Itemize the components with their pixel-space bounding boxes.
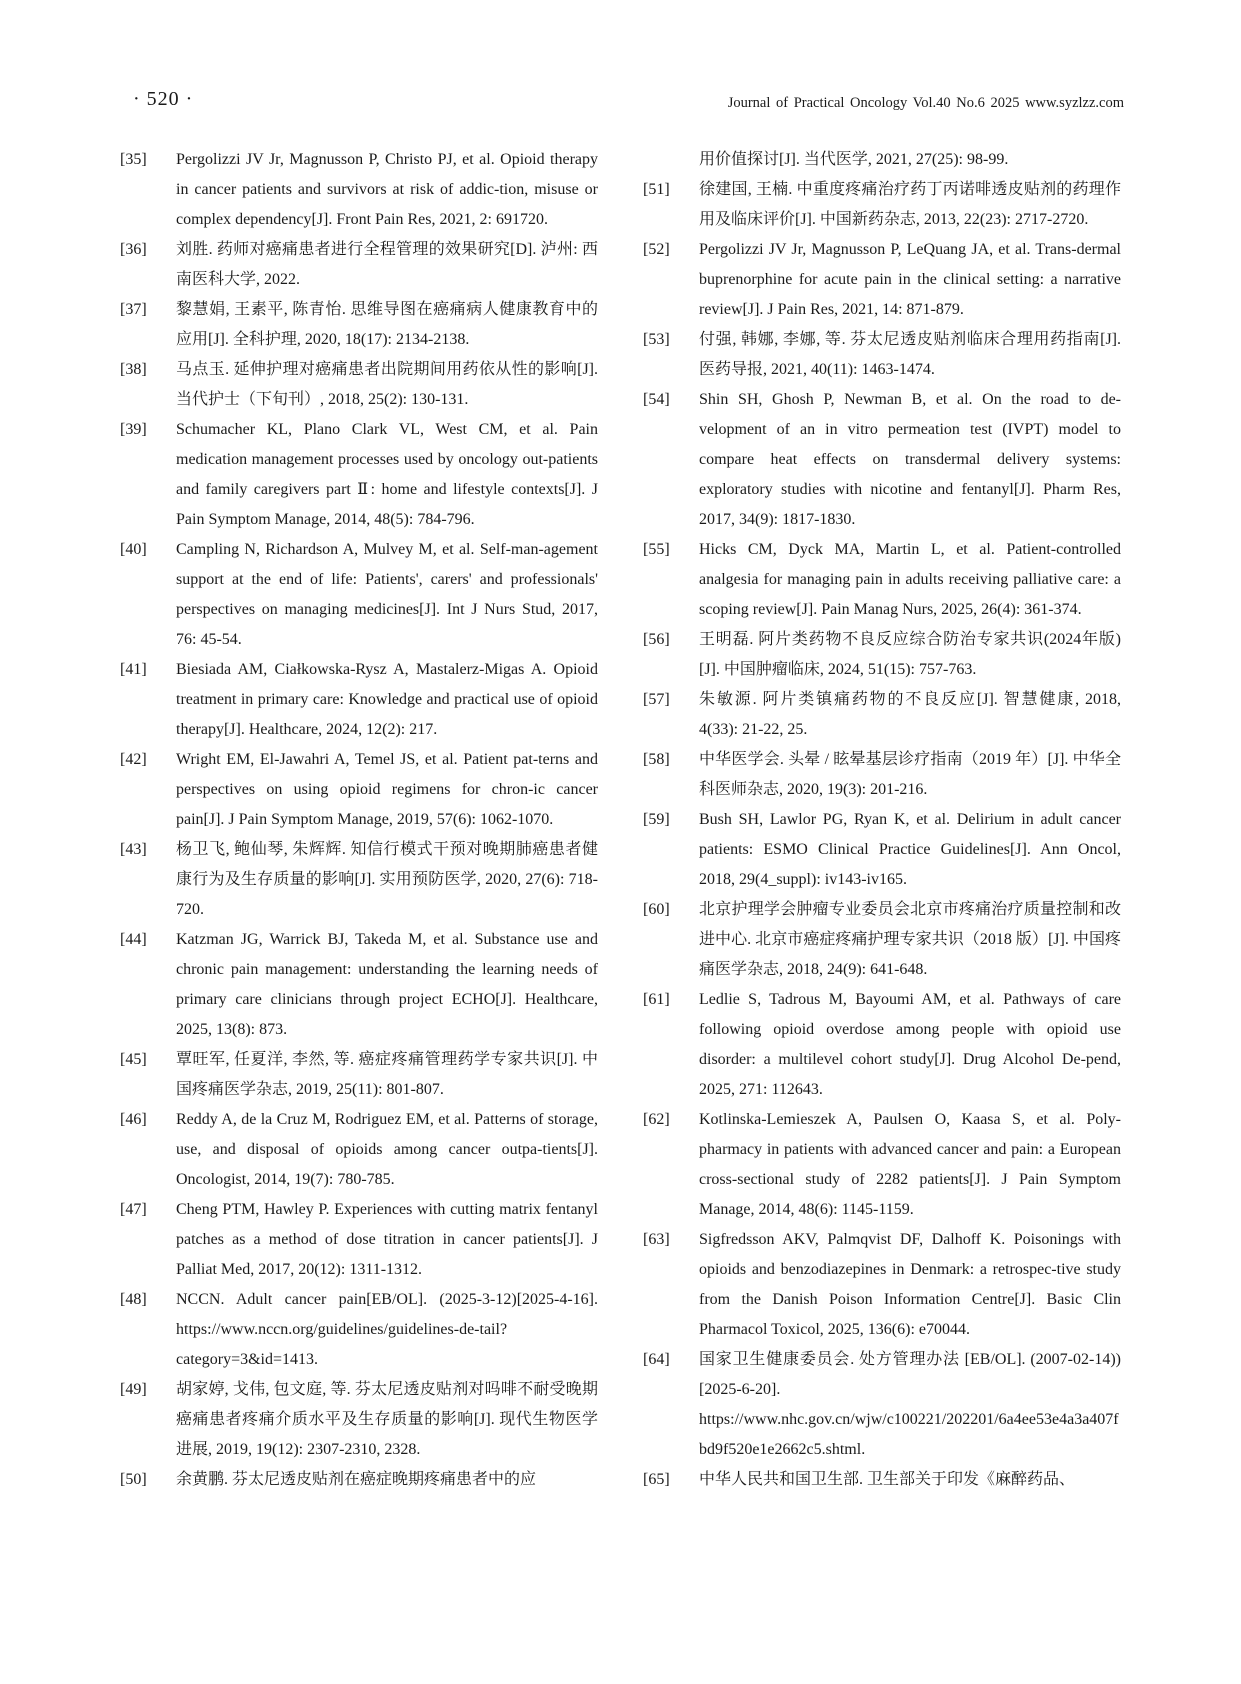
reference-entry bbox=[643, 325, 1121, 385]
reference-number: [58] bbox=[643, 751, 670, 768]
reference-number: [65] bbox=[643, 1471, 670, 1488]
reference-text: Campling N, Richardson A, Mulvey M, et al. Self-man-agement support at the end of life: Patients', carers' and professionals' perspectives on managing medicines[J]. Int J Nurs Stud, 2017, 76: 45-54. bbox=[176, 541, 598, 648]
reference-number: [50] bbox=[120, 1471, 147, 1488]
references-right-column bbox=[643, 145, 1121, 1495]
reference-number: [35] bbox=[120, 151, 147, 168]
reference-text: Schumacher KL, Plano Clark VL, West CM, et al. Pain medication management processes used by oncology out-patients and family caregivers part Ⅱ: home and lifestyle contexts[J]. J Pain Symptom Manage, 2014, 48(5): 784-796. bbox=[176, 421, 598, 528]
reference-text: Pergolizzi JV Jr, Magnusson P, LeQuang JA, et al. Trans-dermal buprenorphine for acute pain in the clinical setting: a narrative review[J]. J Pain Res, 2021, 14: 871-879. bbox=[699, 241, 1121, 318]
reference-entry bbox=[643, 175, 1121, 235]
reference-text: Sigfredsson AKV, Palmqvist DF, Dalhoff K. Poisonings with opioids and benzodiazepines in Denmark: a retrospec-tive study from the Danish Poison Information Centre[J]. Basic Clin Pharmacol Toxicol, 2025, 136(6): e70044. bbox=[699, 1231, 1121, 1338]
reference-text: Wright EM, El-Jawahri A, Temel JS, et al. Patient pat-terns and perspectives on using opioid regimens for chron-ic cancer pain[J]. J Pain Symptom Manage, 2019, 57(6): 1062-1070. bbox=[176, 751, 598, 828]
reference-text: Ledlie S, Tadrous M, Bayoumi AM, et al. Pathways of care following opioid overdose among people with opioid use disorder: a multilevel cohort study[J]. Drug Alcohol De-pend, 2025, 271: 112643. bbox=[699, 991, 1121, 1098]
reference-number: [56] bbox=[643, 631, 670, 648]
reference-number: [61] bbox=[643, 991, 670, 1008]
reference-number: [43] bbox=[120, 841, 147, 858]
reference-entry bbox=[120, 1285, 598, 1375]
reference-number: [64] bbox=[643, 1351, 670, 1368]
reference-number: [52] bbox=[643, 241, 670, 258]
reference-number: [47] bbox=[120, 1201, 147, 1218]
reference-entry bbox=[643, 985, 1121, 1105]
reference-entry bbox=[120, 415, 598, 535]
reference-entry bbox=[643, 805, 1121, 895]
reference-entry bbox=[120, 925, 598, 1045]
reference-text: 王明磊. 阿片类药物不良反应综合防治专家共识(2024年版)[J]. 中国肿瘤临床, 2024, 51(15): 757-763. bbox=[699, 631, 1121, 678]
reference-text: 刘胜. 药师对癌痛患者进行全程管理的效果研究[D]. 泸州: 西南医科大学, 2022. bbox=[176, 241, 598, 288]
reference-text: 用价值探讨[J]. 当代医学, 2021, 27(25): 98-99. bbox=[699, 151, 1009, 168]
reference-text: Biesiada AM, Ciałkowska-Rysz A, Mastalerz-Migas A. Opioid treatment in primary care: Knowledge and practical use of opioid therapy[J]. Healthcare, 2024, 12(2): 217. bbox=[176, 661, 598, 738]
reference-entry bbox=[120, 1045, 598, 1105]
reference-entry bbox=[120, 1375, 598, 1465]
reference-text: 杨卫飞, 鲍仙琴, 朱辉辉. 知信行模式干预对晚期肺癌患者健康行为及生存质量的影响[J]. 实用预防医学, 2020, 27(6): 718-720. bbox=[176, 841, 598, 918]
reference-text: Shin SH, Ghosh P, Newman B, et al. On the road to de-velopment of an in vitro permeation test (IVPT) model to compare heat effects on transdermal delivery systems: exploratory studies with nicotine and fentanyl[J]. Pharm Res, 2017, 34(9): 1817-1830. bbox=[699, 391, 1121, 528]
reference-entry bbox=[643, 1225, 1121, 1345]
reference-number: [38] bbox=[120, 361, 147, 378]
reference-number: [49] bbox=[120, 1381, 147, 1398]
reference-number: [60] bbox=[643, 901, 670, 918]
reference-text: 余黄鹏. 芬太尼透皮贴剂在癌症晚期疼痛患者中的应 bbox=[176, 1471, 537, 1488]
reference-number: [63] bbox=[643, 1231, 670, 1248]
reference-entry bbox=[120, 835, 598, 925]
reference-entry bbox=[120, 655, 598, 745]
reference-text: Reddy A, de la Cruz M, Rodriguez EM, et al. Patterns of storage, use, and disposal of opioids among cancer outpa-tients[J]. Oncologist, 2014, 19(7): 780-785. bbox=[176, 1111, 598, 1188]
reference-text: 胡家婷, 戈伟, 包文庭, 等. 芬太尼透皮贴剂对吗啡不耐受晚期癌痛患者疼痛介质水平及生存质量的影响[J]. 现代生物医学进展, 2019, 19(12): 2307-2310, 2328. bbox=[176, 1381, 598, 1458]
reference-number: [57] bbox=[643, 691, 670, 708]
reference-entry bbox=[643, 895, 1121, 985]
reference-entry bbox=[120, 1465, 598, 1495]
reference-entry bbox=[643, 1105, 1121, 1225]
page-number: · 520 · bbox=[133, 88, 194, 110]
reference-entry bbox=[643, 235, 1121, 325]
reference-entry bbox=[643, 385, 1121, 535]
reference-number: [41] bbox=[120, 661, 147, 678]
reference-entry bbox=[120, 1195, 598, 1285]
reference-entry bbox=[120, 1105, 598, 1195]
reference-entry bbox=[120, 535, 598, 655]
reference-text: 黎慧娟, 王素平, 陈青怡. 思维导图在癌痛病人健康教育中的应用[J]. 全科护理, 2020, 18(17): 2134-2138. bbox=[176, 301, 598, 348]
reference-entry bbox=[643, 1465, 1121, 1495]
reference-entry bbox=[643, 685, 1121, 745]
reference-number: [59] bbox=[643, 811, 670, 828]
reference-entry bbox=[120, 235, 598, 295]
reference-text: Pergolizzi JV Jr, Magnusson P, Christo PJ, et al. Opioid therapy in cancer patients and survivors at risk of addic-tion, misuse or complex dependency[J]. Front Pain Res, 2021, 2: 691720. bbox=[176, 151, 598, 228]
reference-entry bbox=[643, 625, 1121, 685]
reference-text: Katzman JG, Warrick BJ, Takeda M, et al. Substance use and chronic pain management: understanding the learning needs of primary care clinicians through project ECHO[J]. Healthcare, 2025, 13(8): 873. bbox=[176, 931, 598, 1038]
reference-text: 覃旺军, 任夏洋, 李然, 等. 癌症疼痛管理药学专家共识[J]. 中国疼痛医学杂志, 2019, 25(11): 801-807. bbox=[176, 1051, 598, 1098]
reference-entry bbox=[120, 355, 598, 415]
reference-number: [54] bbox=[643, 391, 670, 408]
reference-number: [55] bbox=[643, 541, 670, 558]
reference-number: [42] bbox=[120, 751, 147, 768]
reference-number: [51] bbox=[643, 181, 670, 198]
journal-running-header: Journal of Practical Oncology Vol.40 No.6 2025 www.syzlzz.com bbox=[727, 95, 1124, 111]
reference-number: [44] bbox=[120, 931, 147, 948]
reference-number: [45] bbox=[120, 1051, 147, 1068]
reference-number: [39] bbox=[120, 421, 147, 438]
reference-text: 马点玉. 延伸护理对癌痛患者出院期间用药依从性的影响[J]. 当代护士（下旬刊）, 2018, 25(2): 130-131. bbox=[176, 361, 598, 408]
reference-number: [46] bbox=[120, 1111, 147, 1128]
reference-number: [62] bbox=[643, 1111, 670, 1128]
reference-number: [36] bbox=[120, 241, 147, 258]
reference-entry bbox=[120, 745, 598, 835]
reference-entry bbox=[120, 145, 598, 235]
reference-entry bbox=[643, 745, 1121, 805]
references-left-column bbox=[120, 145, 598, 1495]
reference-text: NCCN. Adult cancer pain[EB/OL]. (2025-3-12)[2025-4-16]. https://www.nccn.org/guidelines/guidelines-de-tail?category=3&id=1413. bbox=[176, 1291, 598, 1368]
reference-text: Kotlinska-Lemieszek A, Paulsen O, Kaasa S, et al. Poly-pharmacy in patients with advanced cancer and pain: a European cross-sectional study of 2282 patients[J]. J Pain Symptom Manage, 2014, 48(6): 1145-1159. bbox=[699, 1111, 1121, 1218]
reference-number: [37] bbox=[120, 301, 147, 318]
reference-text: 中华人民共和国卫生部. 卫生部关于印发《麻醉药品、 bbox=[699, 1471, 1076, 1488]
reference-text: 付强, 韩娜, 李娜, 等. 芬太尼透皮贴剂临床合理用药指南[J]. 医药导报, 2021, 40(11): 1463-1474. bbox=[699, 331, 1121, 378]
reference-entry bbox=[643, 145, 1121, 175]
reference-text: 国家卫生健康委员会. 处方管理办法 [EB/OL]. (2007-02-14))[2025-6-20]. https://www.nhc.gov.cn/wjw/c100221/202201/6a4ee53e4a3a407fbd9f520e1e2662c5.shtml. bbox=[699, 1351, 1121, 1458]
reference-number: [40] bbox=[120, 541, 147, 558]
reference-text: 朱敏源. 阿片类镇痛药物的不良反应[J]. 智慧健康, 2018, 4(33): 21-22, 25. bbox=[699, 691, 1121, 738]
reference-text: 北京护理学会肿瘤专业委员会北京市疼痛治疗质量控制和改进中心. 北京市癌症疼痛护理专家共识（2018 版）[J]. 中国疼痛医学杂志, 2018, 24(9): 641-648. bbox=[699, 901, 1121, 978]
reference-text: Bush SH, Lawlor PG, Ryan K, et al. Delirium in adult cancer patients: ESMO Clinical Practice Guidelines[J]. Ann Oncol, 2018, 29(4_suppl): iv143-iv165. bbox=[699, 811, 1121, 888]
reference-number: [53] bbox=[643, 331, 670, 348]
reference-number: [48] bbox=[120, 1291, 147, 1308]
reference-text: 徐建国, 王楠. 中重度疼痛治疗药丁丙诺啡透皮贴剂的药理作用及临床评价[J]. 中国新药杂志, 2013, 22(23): 2717-2720. bbox=[699, 181, 1121, 228]
reference-text: Hicks CM, Dyck MA, Martin L, et al. Patient-controlled analgesia for managing pain in adults receiving palliative care: a scoping review[J]. Pain Manag Nurs, 2025, 26(4): 361-374. bbox=[699, 541, 1121, 618]
reference-entry bbox=[643, 535, 1121, 625]
reference-entry bbox=[120, 295, 598, 355]
reference-number bbox=[643, 145, 699, 175]
reference-text: Cheng PTM, Hawley P. Experiences with cutting matrix fentanyl patches as a method of dose titration in cancer patients[J]. J Palliat Med, 2017, 20(12): 1311-1312. bbox=[176, 1201, 598, 1278]
reference-entry bbox=[643, 1345, 1121, 1465]
reference-text: 中华医学会. 头晕 / 眩晕基层诊疗指南（2019 年）[J]. 中华全科医师杂志, 2020, 19(3): 201-216. bbox=[699, 751, 1121, 798]
